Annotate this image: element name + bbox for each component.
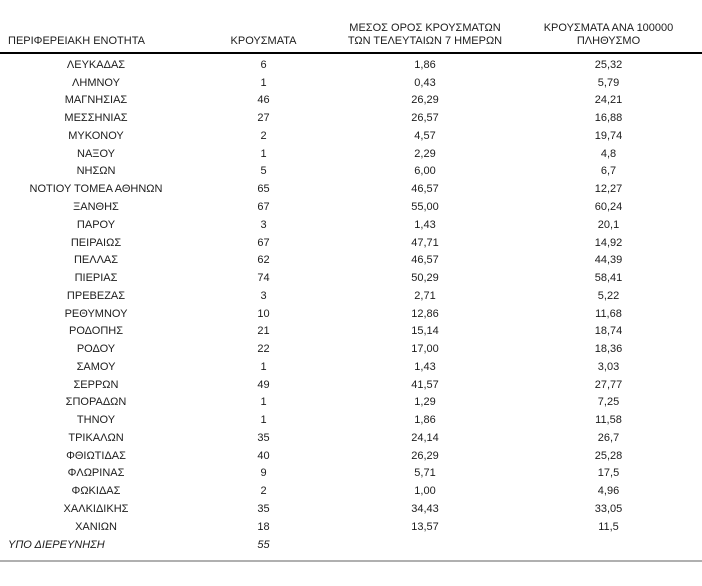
region-cell: ΦΩΚΙΔΑΣ xyxy=(71,485,121,498)
cases-cell: 22 xyxy=(257,343,270,356)
avg7-cell: 1,43 xyxy=(414,218,436,231)
cases-cell: 21 xyxy=(257,325,270,338)
per100k-cell: 26,7 xyxy=(597,431,620,444)
table-row xyxy=(0,429,702,447)
per100k-cell xyxy=(515,536,702,554)
col-header-avg7-line2: ΤΩΝ ΤΕΛΕΥΤΑΙΩΝ 7 ΗΜΕΡΩΝ xyxy=(347,35,503,47)
avg7-cell: 26,57 xyxy=(411,112,439,125)
table-row xyxy=(0,269,702,287)
per100k-cell: 7,25 xyxy=(597,396,620,409)
region-cell: ΦΘΙΩΤΙΔΑΣ xyxy=(66,449,126,462)
col-header-avg7 xyxy=(335,15,515,53)
table-row xyxy=(0,53,702,74)
region-cell: ΠΕΙΡΑΙΩΣ xyxy=(70,236,122,249)
cases-cell: 1 xyxy=(260,147,267,160)
region-cell: ΝΑΞΟΥ xyxy=(77,147,115,160)
per100k-cell: 12,27 xyxy=(594,183,623,196)
col-header-region: ΠΕΡΙΦΕΡΕΙΑΚΗ ΕΝΟΤΗΤΑ xyxy=(0,15,192,53)
avg7-cell: 1,86 xyxy=(414,58,436,71)
region-cell: ΧΑΛΚΙΔΙΚΗΣ xyxy=(63,503,129,516)
cases-cell: 1 xyxy=(260,414,267,427)
region-cell: ΛΗΜΝΟΥ xyxy=(72,76,120,89)
per100k-cell: 44,39 xyxy=(594,254,623,267)
col-header-cases: ΚΡΟΥΣΜΑΤΑ xyxy=(192,15,335,53)
table-row xyxy=(0,447,702,465)
per100k-cell: 4,8 xyxy=(600,147,617,160)
per100k-cell: 24,21 xyxy=(594,94,623,107)
region-cell: ΠΑΡΟΥ xyxy=(76,218,116,231)
avg7-cell: 5,71 xyxy=(414,467,436,480)
per100k-cell: 60,24 xyxy=(594,201,623,213)
table-header xyxy=(0,15,702,53)
avg7-cell: 6,00 xyxy=(414,165,436,178)
per100k-cell: 25,32 xyxy=(594,58,623,71)
table-row xyxy=(0,287,702,305)
cases-cell: 1 xyxy=(260,396,267,409)
per100k-cell: 11,58 xyxy=(595,414,622,427)
per100k-cell: 18,36 xyxy=(594,343,623,356)
col-header-avg7-line1: ΜΕΣΟΣ ΟΡΟΣ ΚΡΟΥΣΜΑΤΩΝ xyxy=(349,22,501,34)
table-row xyxy=(0,376,702,394)
cases-cell: 1 xyxy=(260,360,267,373)
region-cell: ΡΟΔΟΠΗΣ xyxy=(68,325,124,338)
table-row xyxy=(0,322,702,340)
table-row xyxy=(0,358,702,376)
cases-cell: 55 xyxy=(257,538,270,551)
avg7-cell: 55,00 xyxy=(411,201,439,213)
table-row xyxy=(0,145,702,163)
region-cell: ΜΥΚΟΝΟΥ xyxy=(68,129,124,142)
region-cell: ΥΠΟ ΔΙΕΡΕΥΝΗΣΗ xyxy=(8,538,105,551)
region-cell: ΣΕΡΡΩΝ xyxy=(73,378,119,391)
avg7-cell: 34,43 xyxy=(411,503,439,516)
per100k-cell: 16,88 xyxy=(594,112,623,125)
cases-cell: 67 xyxy=(257,236,270,249)
region-cell: ΤΡΙΚΑΛΩΝ xyxy=(68,431,124,444)
table-row xyxy=(0,340,702,358)
header-row xyxy=(0,15,702,53)
table-row xyxy=(0,500,702,518)
region-cell: ΝΗΣΩΝ xyxy=(76,165,116,178)
cases-cell: 6 xyxy=(260,58,267,71)
region-cell: ΞΑΝΘΗΣ xyxy=(73,201,119,213)
cases-cell: 35 xyxy=(257,431,270,444)
avg7-cell: 26,29 xyxy=(411,449,439,462)
table-row xyxy=(0,536,702,554)
cases-cell: 3 xyxy=(260,289,267,302)
cases-by-region-table xyxy=(0,15,702,553)
per100k-cell: 14,92 xyxy=(594,236,623,249)
avg7-cell: 1,86 xyxy=(414,414,436,427)
region-cell: ΜΑΓΝΗΣΙΑΣ xyxy=(64,94,128,107)
table-row xyxy=(0,180,702,198)
table-row xyxy=(0,411,702,429)
table-row xyxy=(0,482,702,500)
region-cell: ΦΛΩΡΙΝΑΣ xyxy=(67,467,125,480)
cases-cell: 65 xyxy=(257,183,270,196)
cases-cell: 3 xyxy=(260,218,267,231)
cases-cell: 67 xyxy=(257,201,270,213)
cases-cell: 35 xyxy=(257,503,270,516)
avg7-cell: 4,57 xyxy=(414,129,436,142)
table-row xyxy=(0,109,702,127)
avg7-cell xyxy=(335,536,515,554)
table-row xyxy=(0,234,702,252)
avg7-cell: 46,57 xyxy=(411,183,439,196)
avg7-cell: 24,14 xyxy=(411,431,439,444)
per100k-cell: 5,79 xyxy=(597,76,620,89)
per100k-cell: 6,7 xyxy=(600,165,617,178)
cases-cell: 10 xyxy=(257,307,270,320)
avg7-cell: 1,00 xyxy=(414,485,436,498)
region-cell: ΠΕΛΛΑΣ xyxy=(73,254,119,267)
cases-cell: 2 xyxy=(260,129,267,142)
avg7-cell: 50,29 xyxy=(411,272,439,285)
avg7-cell: 46,57 xyxy=(411,254,439,267)
per100k-cell: 25,28 xyxy=(594,449,623,462)
per100k-cell: 3,03 xyxy=(597,360,620,373)
avg7-cell: 2,29 xyxy=(414,147,436,160)
per100k-cell: 5,22 xyxy=(597,289,620,302)
region-cell: ΣΑΜΟΥ xyxy=(76,360,116,373)
table-row xyxy=(0,305,702,323)
per100k-cell: 11,68 xyxy=(595,307,622,320)
table-row xyxy=(0,216,702,234)
cases-cell: 62 xyxy=(257,254,270,267)
per100k-cell: 58,41 xyxy=(594,272,623,285)
avg7-cell: 1,29 xyxy=(414,396,436,409)
table-row xyxy=(0,518,702,536)
region-cell: ΜΕΣΣΗΝΙΑΣ xyxy=(64,112,128,125)
per100k-cell: 33,05 xyxy=(594,503,623,516)
cases-cell: 1 xyxy=(260,76,267,89)
region-cell: ΡΟΔΟΥ xyxy=(76,343,116,356)
cases-cell: 27 xyxy=(257,112,270,125)
avg7-cell: 0,43 xyxy=(414,76,436,89)
avg7-cell: 26,29 xyxy=(411,94,439,107)
col-header-per100k-line2: ΠΛΗΘΥΣΜΟ xyxy=(576,35,641,47)
cases-cell: 74 xyxy=(257,272,270,285)
bottom-divider xyxy=(0,560,702,562)
cases-cell: 40 xyxy=(257,449,270,462)
per100k-cell: 17,5 xyxy=(597,467,620,480)
table-row xyxy=(0,127,702,145)
avg7-cell: 2,71 xyxy=(414,289,436,302)
table-row xyxy=(0,394,702,412)
col-header-per100k-line1: ΚΡΟΥΣΜΑΤΑ ΑΝΑ 100000 xyxy=(543,22,674,34)
avg7-cell: 41,57 xyxy=(411,378,439,391)
region-cell: ΤΗΝΟΥ xyxy=(76,414,116,427)
table-body xyxy=(0,53,702,553)
table-row xyxy=(0,74,702,92)
avg7-cell: 12,86 xyxy=(411,307,439,320)
table-row xyxy=(0,163,702,181)
table-row xyxy=(0,92,702,110)
region-cell: ΛΕΥΚΑΔΑΣ xyxy=(66,58,126,71)
cases-cell: 2 xyxy=(260,485,267,498)
avg7-cell: 47,71 xyxy=(411,236,439,249)
cases-cell: 18 xyxy=(257,520,270,533)
per100k-cell: 18,74 xyxy=(594,325,623,338)
per100k-cell: 11,5 xyxy=(598,520,619,533)
avg7-cell: 1,43 xyxy=(414,360,436,373)
per100k-cell: 4,96 xyxy=(597,485,620,498)
cases-cell: 46 xyxy=(257,94,270,107)
avg7-cell: 13,57 xyxy=(411,520,439,533)
col-header-per100k xyxy=(515,15,702,53)
region-cell: ΝΟΤΙΟΥ ΤΟΜΕΑ ΑΘΗΝΩΝ xyxy=(29,183,163,196)
region-cell: ΧΑΝΙΩΝ xyxy=(75,520,117,533)
per100k-cell: 20,1 xyxy=(597,218,620,231)
cases-cell: 49 xyxy=(257,378,270,391)
table-row xyxy=(0,465,702,483)
region-cell: ΠΡΕΒΕΖΑΣ xyxy=(66,289,126,302)
table-row xyxy=(0,198,702,216)
per100k-cell: 19,74 xyxy=(594,129,623,142)
cases-cell: 9 xyxy=(260,467,267,480)
table-row xyxy=(0,251,702,269)
region-cell: ΠΙΕΡΙΑΣ xyxy=(74,272,118,285)
region-cell: ΣΠΟΡΑΔΩΝ xyxy=(65,396,127,409)
per100k-cell: 27,77 xyxy=(594,378,623,391)
avg7-cell: 15,14 xyxy=(411,325,439,338)
cases-cell: 5 xyxy=(260,165,267,178)
region-cell: ΡΕΘΥΜΝΟΥ xyxy=(64,307,128,320)
avg7-cell: 17,00 xyxy=(411,343,439,356)
